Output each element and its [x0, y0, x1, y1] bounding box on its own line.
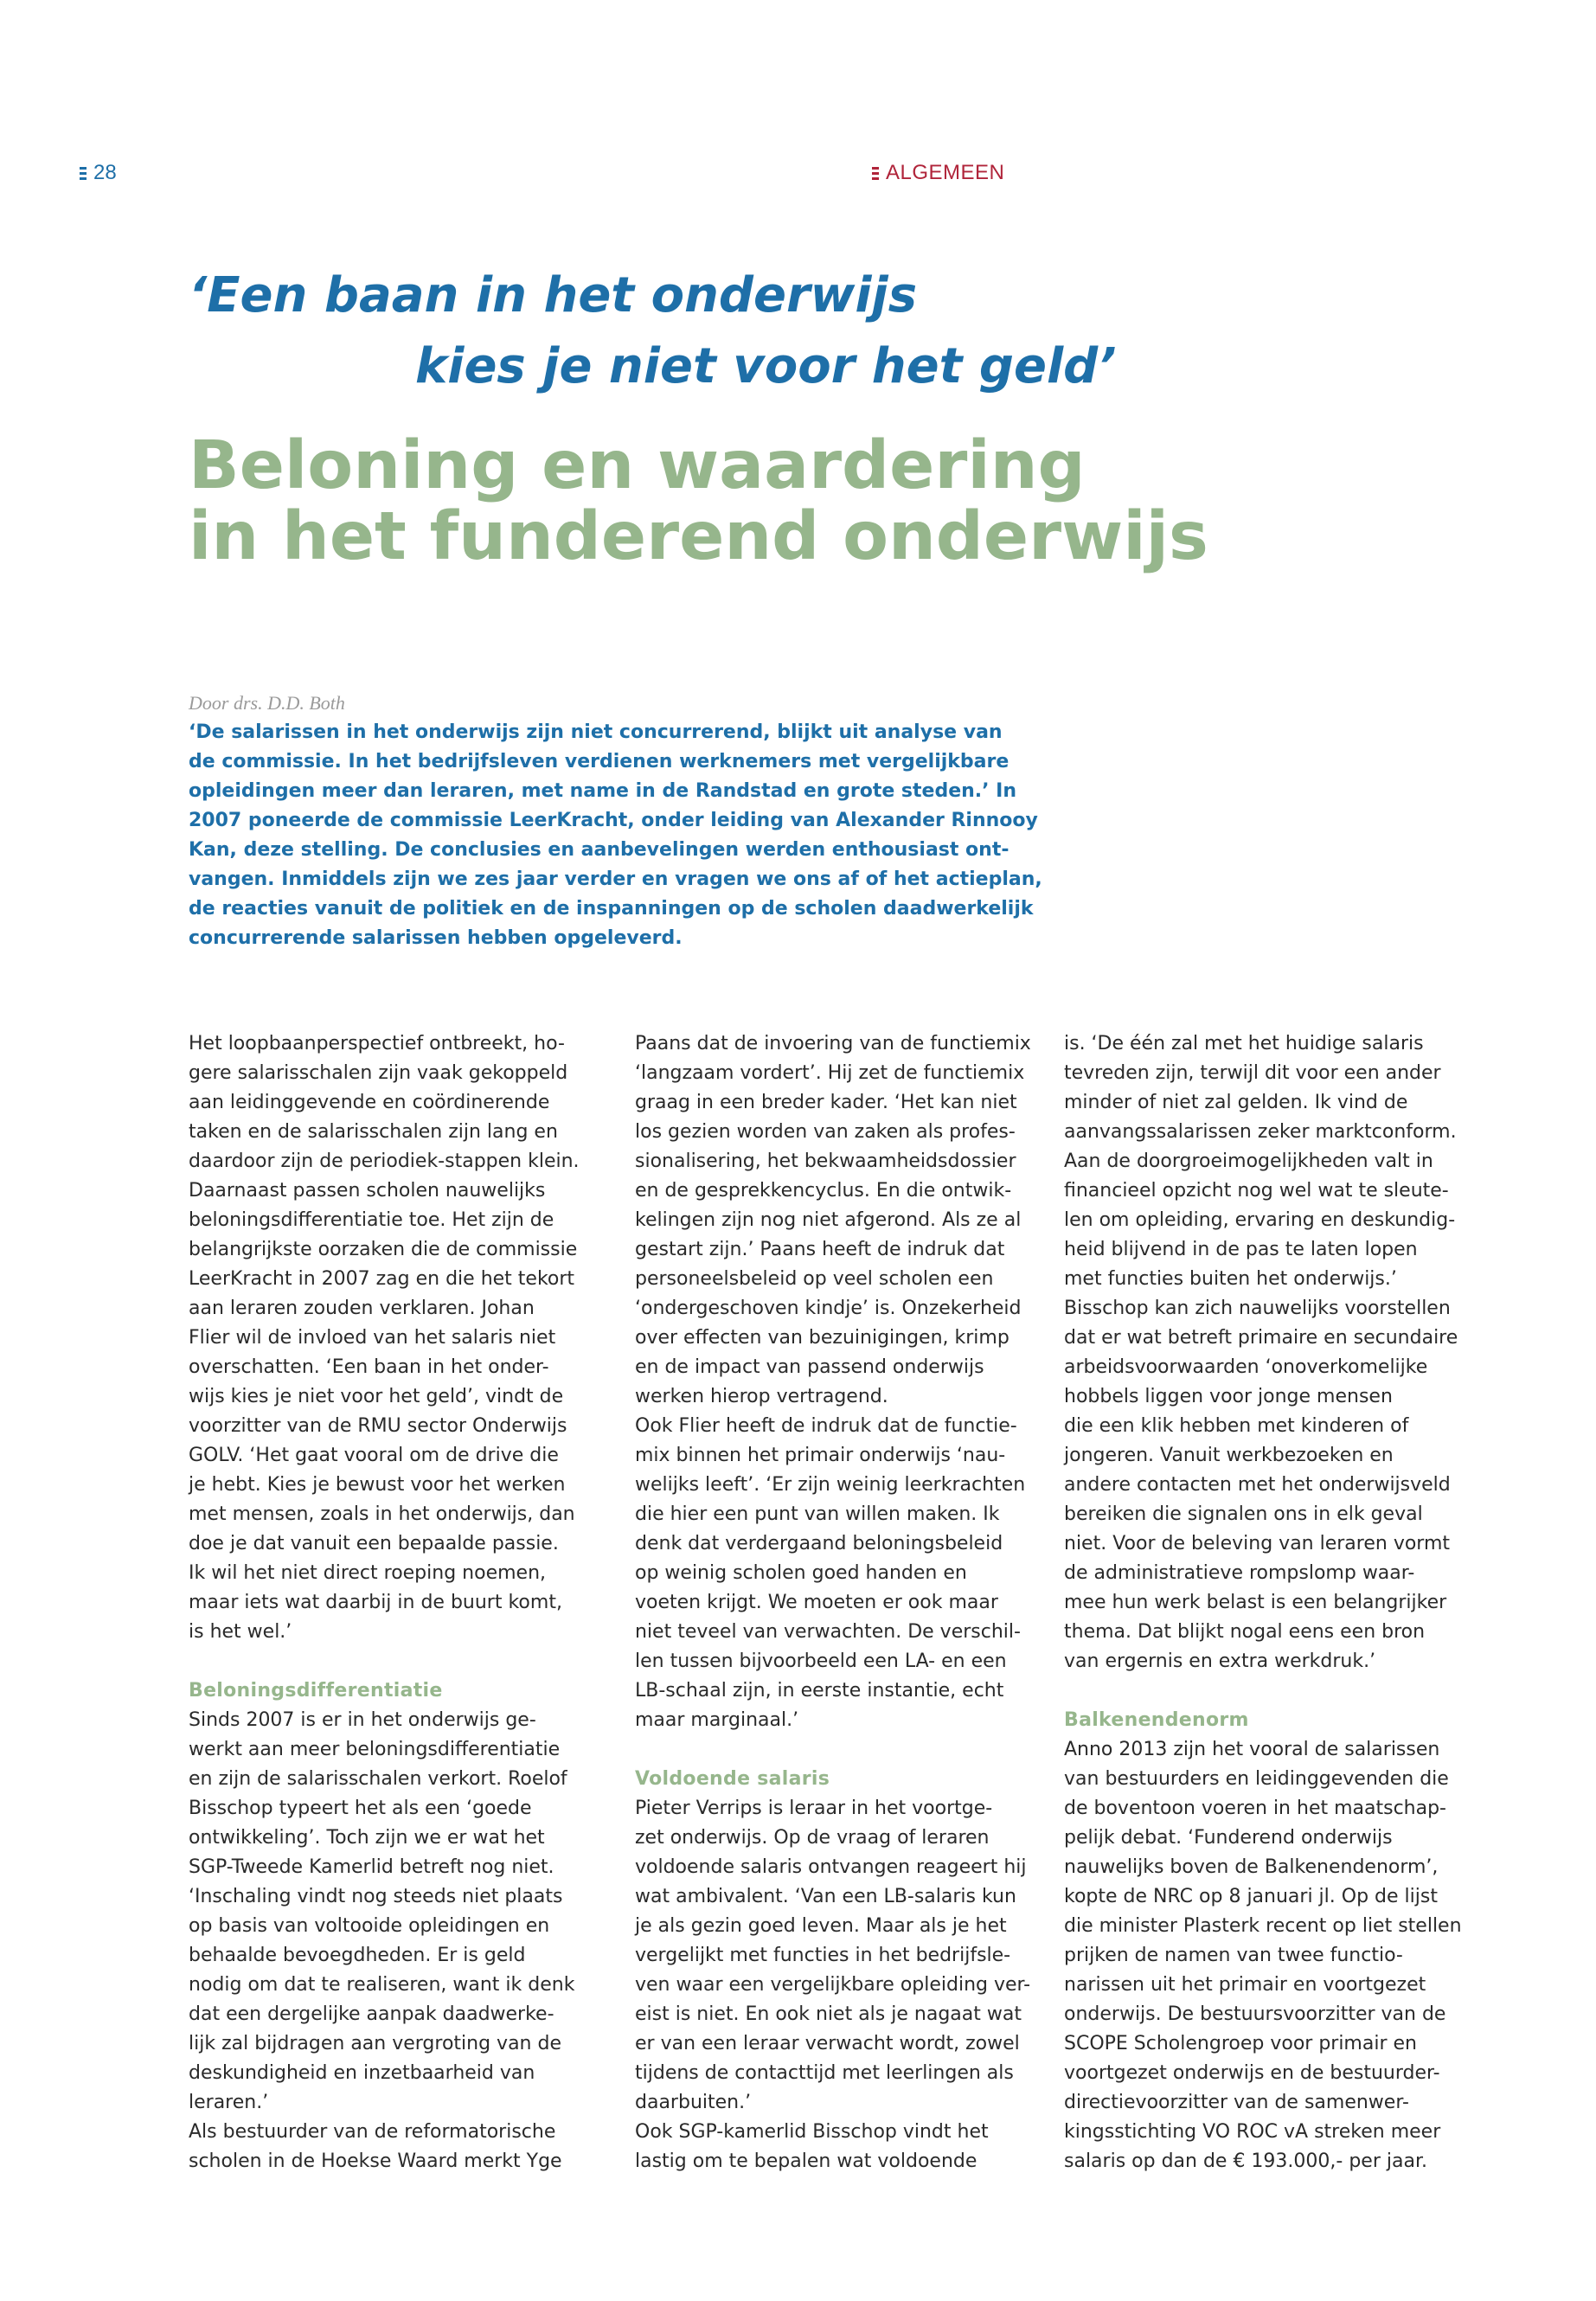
text-line: over effecten van bezuinigingen, krimp: [635, 1327, 1010, 1349]
text-line: nodig om dat te realiseren, want ik denk: [189, 1974, 575, 1996]
text-line: personeelsbeleid op veel scholen een: [635, 1268, 994, 1290]
text-line: de administratieve rompslomp waar-: [1064, 1562, 1415, 1584]
text-line: en zijn de salarisschalen verkort. Roelof: [189, 1768, 567, 1790]
article-title-line-1: Beloning en waardering: [189, 427, 1086, 504]
text-line: minder of niet zal gelden. Ik vind de: [1064, 1092, 1408, 1113]
text-line: lastig om te bepalen wat voldoende: [635, 2150, 977, 2172]
text-line: jongeren. Vanuit werkbezoeken en: [1064, 1445, 1394, 1466]
pull-quote-line-2: kies je niet voor het geld’: [415, 338, 1117, 394]
article-title: [189, 427, 1208, 575]
text-line: directievoorzitter van de samenwer-: [1064, 2092, 1409, 2113]
text-line: Als bestuurder van de reformatorische: [189, 2121, 556, 2143]
text-line: kelingen zijn nog niet afgerond. Als ze al: [635, 1209, 1022, 1231]
text-line: werkt aan meer beloningsdifferentiatie: [189, 1739, 561, 1760]
text-line: tijdens de contacttijd met leerlingen als: [635, 2062, 1014, 2084]
subheading-voldoende-salaris: Voldoende salaris: [635, 1768, 830, 1790]
intro-paragraph: [189, 718, 1042, 953]
column-1-body: [189, 1029, 595, 1647]
text-line: vergelijkt met functies in het bedrijfsle-: [635, 1945, 1011, 1966]
text-line: daardoor zijn de periodiek-stappen klein.: [189, 1150, 580, 1172]
text-line: behaalde bevoegdheden. Er is geld: [189, 1945, 526, 1966]
text-line: denk dat verdergaand beloningsbeleid: [635, 1533, 1003, 1554]
text-line: kopte de NRC op 8 januari jl. Op de lijst: [1064, 1886, 1438, 1907]
column-3-body-continued: [1064, 1735, 1471, 2176]
text-line: Aan de doorgroeimogelijkheden valt in: [1064, 1150, 1433, 1172]
text-line: overschatten. ‘Een baan in het onder-: [189, 1356, 549, 1378]
text-line: voorzitter van de RMU sector Onderwijs: [189, 1415, 567, 1437]
text-line: lijk zal bijdragen aan vergroting van de: [189, 2033, 561, 2054]
text-line: niet. Voor de beleving van leraren vormt: [1064, 1533, 1451, 1554]
subheading-balkenendenorm: Balkenendenorm: [1064, 1709, 1249, 1731]
text-line: mee hun werk belast is een belangrijker: [1064, 1592, 1447, 1613]
article-title-line-2: in het funderend onderwijs: [189, 498, 1208, 575]
text-line: deskundigheid en inzetbaarheid van: [189, 2062, 535, 2084]
text-line: tevreden zijn, terwijl dit voor een ander: [1064, 1062, 1441, 1084]
pull-quote-line-1: ‘Een baan in het onderwijs: [189, 267, 918, 324]
text-line: los gezien worden van zaken als profes-: [635, 1121, 1016, 1143]
text-line: wat ambivalent. ‘Van een LB-salaris kun: [635, 1886, 1016, 1907]
text-line: opleidingen meer dan leraren, met name in de Randstad en grote steden.’ In: [189, 780, 1017, 802]
text-line: ‘ondergeschoven kindje’ is. Onzekerheid: [635, 1298, 1022, 1319]
text-line: niet teveel van verwachten. De verschil-: [635, 1621, 1021, 1643]
text-line: beloningsdifferentiatie toe. Het zijn de: [189, 1209, 554, 1231]
text-line: graag in een breder kader. ‘Het kan niet: [635, 1092, 1017, 1113]
text-line: LeerKracht in 2007 zag en die het tekort: [189, 1268, 575, 1290]
text-line: voldoende salaris ontvangen reageert hij: [635, 1856, 1027, 1878]
byline: Door drs. D.D. Both: [189, 692, 345, 714]
text-line: concurrerende salarissen hebben opgeleverd.: [189, 927, 683, 949]
text-line: nauwelijks boven de Balkenendenorm’,: [1064, 1856, 1439, 1878]
text-line: aan leraren zouden verklaren. Johan: [189, 1298, 535, 1319]
text-line: len om opleiding, ervaring en deskundig-: [1064, 1209, 1456, 1231]
text-line: is. ‘De één zal met het huidige salaris: [1064, 1033, 1424, 1054]
text-line: de commissie. In het bedrijfsleven verdienen werknemers met vergelijkbare: [189, 751, 1010, 772]
text-line: Pieter Verrips is leraar in het voortge-: [635, 1798, 993, 1819]
text-line: Daarnaast passen scholen nauwelijks: [189, 1180, 546, 1202]
text-line: Bisschop kan zich nauwelijks voorstellen: [1064, 1298, 1451, 1319]
text-line: SCOPE Scholengroep voor primair en: [1064, 2033, 1417, 2054]
subheading-beloningsdifferentiatie: Beloningsdifferentiatie: [189, 1680, 443, 1702]
text-line: die hier een punt van willen maken. Ik: [635, 1503, 1000, 1525]
section-header: [872, 161, 1004, 185]
text-line: die een klik hebben met kinderen of: [1064, 1415, 1409, 1437]
text-line: Ook SGP-kamerlid Bisschop vindt het: [635, 2121, 989, 2143]
column-1-body-continued: [189, 1706, 595, 2176]
text-line: financieel opzicht nog wel wat te sleute-: [1064, 1180, 1449, 1202]
text-line: kingsstichting VO ROC vA streken meer: [1064, 2121, 1441, 2143]
column-2-body: [635, 1029, 1042, 1735]
text-line: belangrijkste oorzaken die de commissie: [189, 1239, 578, 1260]
text-line: op basis van voltooide opleidingen en: [189, 1915, 550, 1937]
text-line: voortgezet onderwijs en de bestuurder-: [1064, 2062, 1440, 2084]
text-line: je als gezin goed leven. Maar als je het: [635, 1915, 1007, 1937]
text-line: heid blijvend in de pas te laten lopen: [1064, 1239, 1418, 1260]
text-line: GOLV. ‘Het gaat vooral om de drive die: [189, 1445, 559, 1466]
text-line: de reacties vanuit de politiek en de inspanningen op de scholen daadwerkelijk: [189, 898, 1034, 920]
text-line: Ik wil het niet direct roeping noemen,: [189, 1562, 547, 1584]
text-line: maar iets wat daarbij in de buurt komt,: [189, 1592, 562, 1613]
article-column-2: [635, 1029, 1042, 2176]
text-line: Sinds 2007 is er in het onderwijs ge-: [189, 1709, 536, 1731]
text-line: er van een leraar verwacht wordt, zowel: [635, 2033, 1020, 2054]
text-line: hobbels liggen voor jonge mensen: [1064, 1386, 1393, 1407]
text-line: ontwikkeling’. Toch zijn we er wat het: [189, 1827, 545, 1849]
text-line: daarbuiten.’: [635, 2092, 752, 2113]
text-line: ‘Inschaling vindt nog steeds niet plaats: [189, 1886, 563, 1907]
text-line: dat er wat betreft primaire en secundaire: [1064, 1327, 1458, 1349]
text-line: op weinig scholen goed handen en: [635, 1562, 967, 1584]
text-line: pelijk debat. ‘Funderend onderwijs: [1064, 1827, 1393, 1849]
text-line: vangen. Inmiddels zijn we zes jaar verder en vragen we ons af of het actieplan,: [189, 868, 1042, 890]
text-line: Kan, deze stelling. De conclusies en aanbevelingen werden enthousiast ont-: [189, 839, 1010, 861]
text-line: aan leidinggevende en coördinerende: [189, 1092, 550, 1113]
text-line: welijks leeft’. ‘Er zijn weinig leerkrachten: [635, 1474, 1026, 1496]
text-line: leraren.’: [189, 2092, 269, 2113]
text-line: die minister Plasterk recent op liet stellen: [1064, 1915, 1462, 1937]
text-line: mix binnen het primair onderwijs ‘nau-: [635, 1445, 1006, 1466]
header-bars-icon: [80, 167, 87, 180]
article-column-3: [1064, 1029, 1471, 2176]
text-line: je hebt. Kies je bewust voor het werken: [189, 1474, 566, 1496]
text-line: met mensen, zoals in het onderwijs, dan: [189, 1503, 575, 1525]
text-line: voeten krijgt. We moeten er ook maar: [635, 1592, 998, 1613]
text-line: aanvangssalarissen zeker marktconform.: [1064, 1121, 1457, 1143]
text-line: LB-schaal zijn, in eerste instantie, echt: [635, 1680, 1004, 1702]
text-line: bereiken die signalen ons in elk geval: [1064, 1503, 1423, 1525]
header-bars-icon: [872, 167, 879, 180]
text-line: prijken de namen van twee functio-: [1064, 1945, 1403, 1966]
text-line: ven waar een vergelijkbare opleiding ver-: [635, 1974, 1031, 1996]
text-line: met functies buiten het onderwijs.’: [1064, 1268, 1397, 1290]
text-line: SGP-Tweede Kamerlid betreft nog niet.: [189, 1856, 554, 1878]
text-line: maar marginaal.’: [635, 1709, 799, 1731]
text-line: Bisschop typeert het als een ‘goede: [189, 1798, 532, 1819]
text-line: en de gesprekkencyclus. En die ontwik-: [635, 1180, 1012, 1202]
text-line: sionalisering, het bekwaamheidsdossier: [635, 1150, 1016, 1172]
section-label: ALGEMEEN: [886, 161, 1005, 184]
text-line: salaris op dan de € 193.000,- per jaar.: [1064, 2150, 1427, 2172]
text-line: ‘langzaam vordert’. Hij zet de functiemix: [635, 1062, 1025, 1084]
text-line: gestart zijn.’ Paans heeft de indruk dat: [635, 1239, 1005, 1260]
page-number-header: [80, 161, 117, 185]
text-line: eist is niet. En ook niet als je nagaat wat: [635, 2003, 1022, 2025]
text-line: gere salarisschalen zijn vaak gekoppeld: [189, 1062, 568, 1084]
text-line: Het loopbaanperspectief ontbreekt, ho-: [189, 1033, 565, 1054]
text-line: ‘De salarissen in het onderwijs zijn niet concurrerend, blijkt uit analyse van: [189, 721, 1003, 743]
text-line: van ergernis en extra werkdruk.’: [1064, 1650, 1376, 1672]
text-line: onderwijs. De bestuursvoorzitter van de: [1064, 2003, 1446, 2025]
text-line: de boventoon voeren in het maatschap-: [1064, 1798, 1446, 1819]
column-3-body: [1064, 1029, 1471, 1676]
text-line: en de impact van passend onderwijs: [635, 1356, 984, 1378]
text-line: Ook Flier heeft de indruk dat de functie-: [635, 1415, 1017, 1437]
text-line: andere contacten met het onderwijsveld: [1064, 1474, 1451, 1496]
text-line: doe je dat vanuit een bepaalde passie.: [189, 1533, 559, 1554]
text-line: scholen in de Hoekse Waard merkt Yge: [189, 2150, 562, 2172]
text-line: Flier wil de invloed van het salaris niet: [189, 1327, 556, 1349]
text-line: dat een dergelijke aanpak daadwerke-: [189, 2003, 554, 2025]
text-line: Paans dat de invoering van de functiemix: [635, 1033, 1031, 1054]
text-line: 2007 poneerde de commissie LeerKracht, onder leiding van Alexander Rinnooy: [189, 810, 1038, 831]
text-line: Anno 2013 zijn het vooral de salarissen: [1064, 1739, 1440, 1760]
text-line: van bestuurders en leidinggevenden die: [1064, 1768, 1449, 1790]
text-line: is het wel.’: [189, 1621, 292, 1643]
page-number: 28: [93, 161, 117, 184]
text-line: thema. Dat blijkt nogal eens een bron: [1064, 1621, 1426, 1643]
text-line: narissen uit het primair en voortgezet: [1064, 1974, 1426, 1996]
text-line: werken hierop vertragend.: [635, 1386, 888, 1407]
text-line: taken en de salarisschalen zijn lang en: [189, 1121, 558, 1143]
column-2-body-continued: [635, 1794, 1042, 2176]
text-line: arbeidsvoorwaarden ‘onoverkomelijke: [1064, 1356, 1428, 1378]
text-line: len tussen bijvoorbeeld een LA- en een: [635, 1650, 1007, 1672]
text-line: wijs kies je niet voor het geld’, vindt de: [189, 1386, 564, 1407]
article-column-1: [189, 1029, 595, 2176]
text-line: zet onderwijs. Op de vraag of leraren: [635, 1827, 990, 1849]
